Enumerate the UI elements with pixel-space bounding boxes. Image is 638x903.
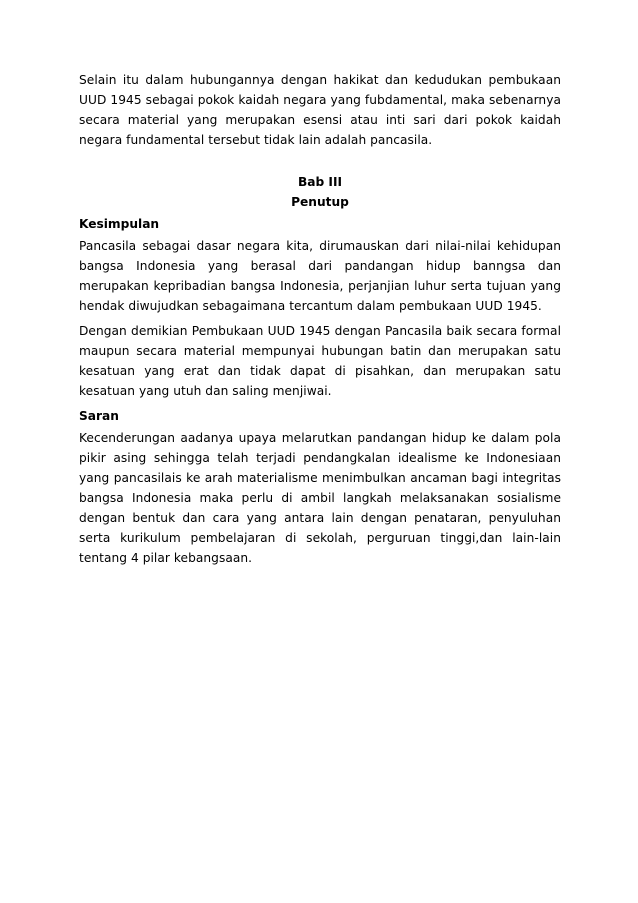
suggestion-section (79, 406, 561, 568)
suggestion-paragraph-1: Kecenderungan aadanya upaya melarutkan pandangan hidup ke dalam pola pikir asing sehingga telah terjadi pendangkalan idealisme ke Indonesiaan yang pancasilais ke arah materialisme menimbulkan ancaman bagi integritas bangsa Indonesia maka perlu di ambil langkah melaksanakan sosialisme dengan bentuk dan cara yang antara lain dengan penataran, penyuluhan serta kurikulum pembelajaran di sekolah, perguruan tinggi,dan lain-lain tentang 4 pilar kebangsaan. (79, 431, 561, 565)
suggestion-heading: Saran (79, 409, 119, 423)
conclusion-paragraph-2: Dengan demikian Pembukaan UUD 1945 dengan Pancasila baik secara formal maupun secara material mempunyai hubungan batin dan merupakan satu kesatuan yang erat dan tidak dapat di pisahkan, dan merupakan satu kesatuan yang utuh dan saling menjiwai. (79, 324, 561, 398)
conclusion-heading: Kesimpulan (79, 217, 160, 231)
chapter-heading (79, 172, 561, 212)
conclusion-paragraph-1: Pancasila sebagai dasar negara kita, dirumauskan dari nilai-nilai kehidupan bangsa Indonesia yang berasal dari pandangan hidup banngsa dan merupakan kepribadian bangsa Indonesia, perjanjian luhur serta tujuan yang hendak diwujudkan sebagaimana tercantum dalam pembukaan UUD 1945. (79, 239, 561, 313)
intro-paragraph: Selain itu dalam hubungannya dengan hakikat dan kedudukan pembukaan UUD 1945 sebagai pokok kaidah negara yang fubdamental, maka sebenarnya secara material yang merupakan esensi atau inti sari dari pokok kaidah negara fundamental tersebut tidak lain adalah pancasila. (79, 73, 561, 147)
conclusion-section (79, 214, 561, 401)
document-page (79, 70, 561, 573)
chapter-number: Bab III (297, 175, 343, 189)
chapter-title: Penutup (291, 195, 349, 209)
